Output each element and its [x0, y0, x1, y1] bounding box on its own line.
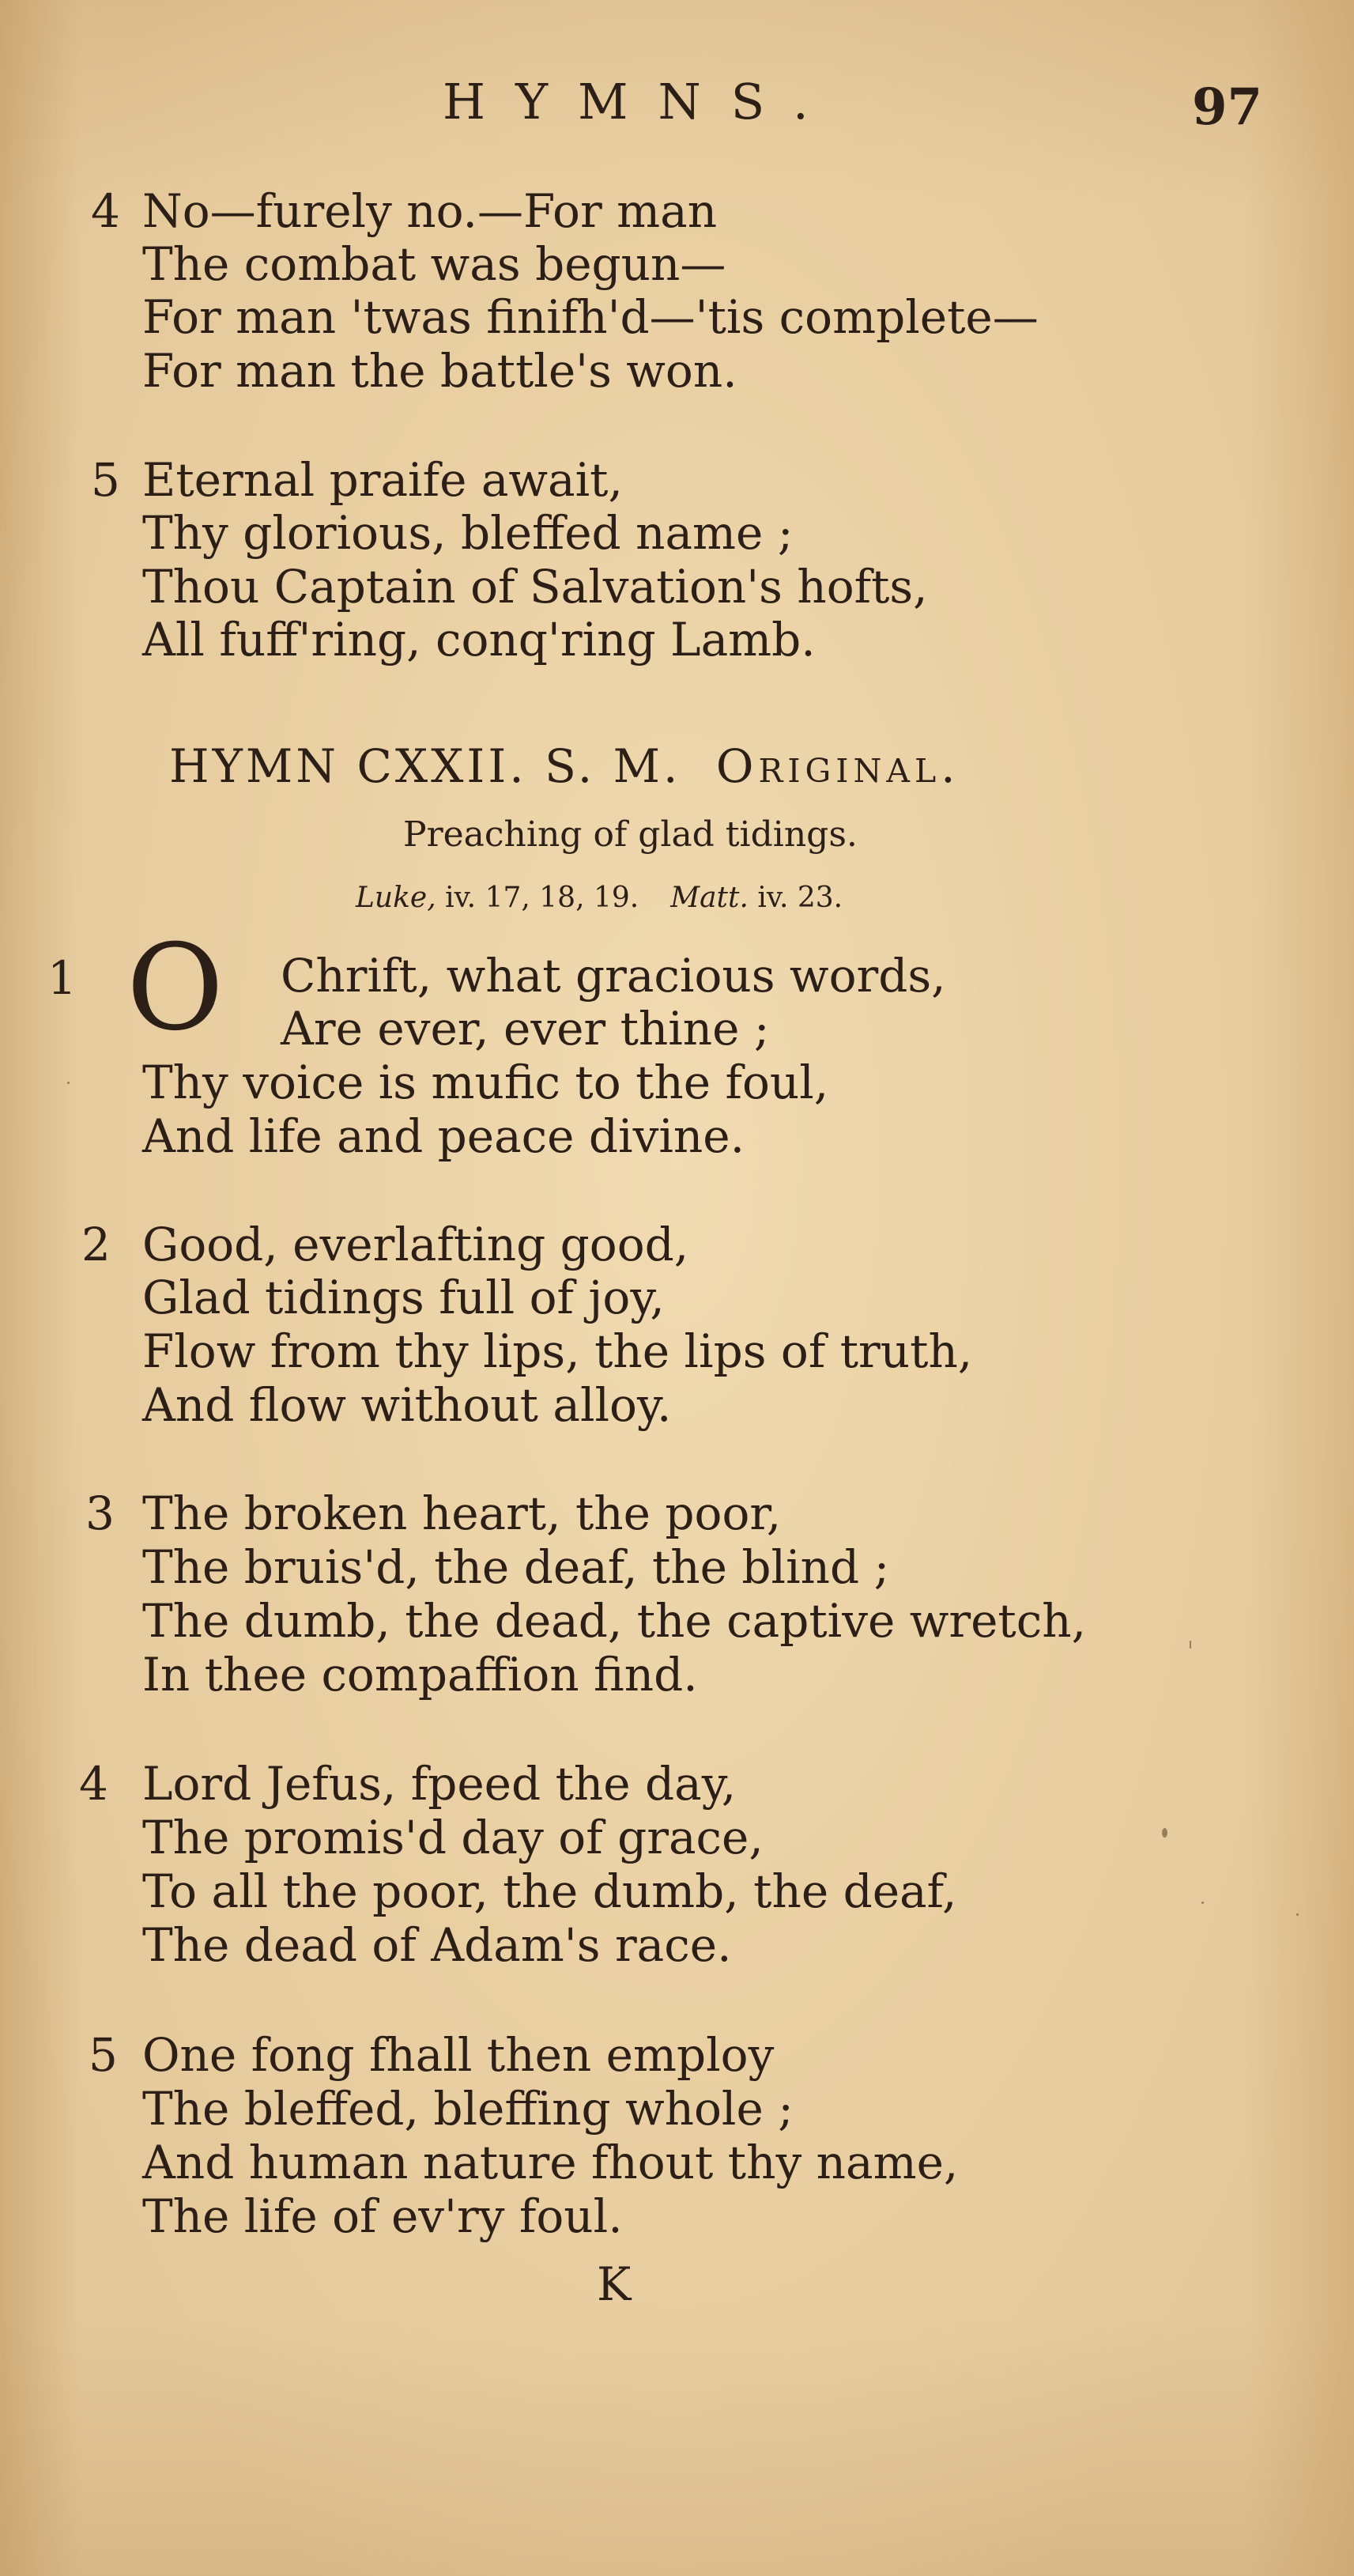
verse-line: Are ever, ever thine ;: [281, 1002, 770, 1056]
verse-line: Eternal praife await,: [142, 453, 623, 507]
verse-line: And human nature fhout thy name,: [142, 2136, 959, 2189]
page-number: 97: [1192, 77, 1263, 137]
verse-number: 4: [79, 1757, 108, 1811]
verse-line: Chrift, what gracious words,: [281, 949, 946, 1003]
signature-mark: K: [597, 2257, 632, 2311]
drop-cap: O: [126, 920, 224, 1057]
verse-line: No—furely no.—For man: [142, 184, 718, 238]
verse-number: 5: [89, 2028, 118, 2082]
paper-speck: [67, 1082, 70, 1084]
verse-line: And life and peace divine.: [142, 1109, 745, 1163]
verse-line: The life of ev'ry foul.: [142, 2189, 623, 2243]
verse-line: All fuff'ring, conq'ring Lamb.: [142, 613, 816, 667]
paper-speck: [1296, 1913, 1299, 1916]
verse-number: 3: [85, 1486, 115, 1540]
paper-speck: [1162, 1828, 1167, 1838]
verse-line: Flow from thy lips, the lips of truth,: [142, 1324, 973, 1378]
paper-speck: [1190, 1641, 1191, 1649]
verse-line: To all the poor, the dumb, the deaf,: [142, 1864, 957, 1918]
hymn-title-tag: Original.: [715, 739, 960, 793]
verse-line: The bruis'd, the deaf, the blind ;: [142, 1540, 890, 1594]
verse-line: The dumb, the dead, the captive wretch,: [142, 1594, 1087, 1648]
verse-line: The dead of Adam's race.: [142, 1918, 732, 1972]
running-title: HYMNS.: [443, 73, 839, 130]
verse-number: 2: [81, 1218, 111, 1271]
verse-line: Good, everlafting good,: [142, 1218, 689, 1271]
verse-line: For man 'twas finifh'd—'tis complete—: [142, 290, 1039, 344]
verse-line: For man the battle's won.: [142, 344, 737, 398]
verse-line: The broken heart, the poor,: [142, 1486, 782, 1540]
verse-line: And flow without alloy.: [142, 1378, 672, 1432]
verse-line: One fong fhall then employ: [142, 2028, 775, 2082]
verse-line: Lord Jefus, fpeed the day,: [142, 1757, 737, 1811]
scripture-references: [356, 882, 843, 914]
hymn-subtitle: Preaching of glad tidings.: [403, 814, 858, 855]
verse-line: The promis'd day of grace,: [142, 1811, 764, 1864]
verse-line: In thee compaffion find.: [142, 1648, 698, 1702]
verse-line: Glad tidings full of joy,: [142, 1271, 665, 1324]
verse-line: The combat was begun—: [142, 237, 726, 291]
verse-line: Thy voice is mufic to the foul,: [142, 1056, 829, 1109]
reference-verses: iv. 23.: [748, 882, 843, 914]
verse-line: Thou Captain of Salvation's hofts,: [142, 560, 928, 614]
verse-line: Thy glorious, bleffed name ;: [142, 506, 794, 560]
reference-verses: iv. 17, 18, 19.: [436, 882, 639, 914]
paper-speck: [1201, 1902, 1204, 1904]
reference-book: Luke,: [356, 882, 436, 914]
verse-number: 1: [47, 951, 77, 1005]
verse-line: The bleffed, bleffing whole ;: [142, 2082, 794, 2136]
reference-book: Matt.: [670, 882, 749, 914]
verse-number: 5: [91, 453, 120, 507]
hymn-title: [169, 739, 960, 793]
hymn-title-text: HYMN CXXII. S. M.: [169, 739, 681, 793]
verse-number: 4: [91, 184, 120, 238]
